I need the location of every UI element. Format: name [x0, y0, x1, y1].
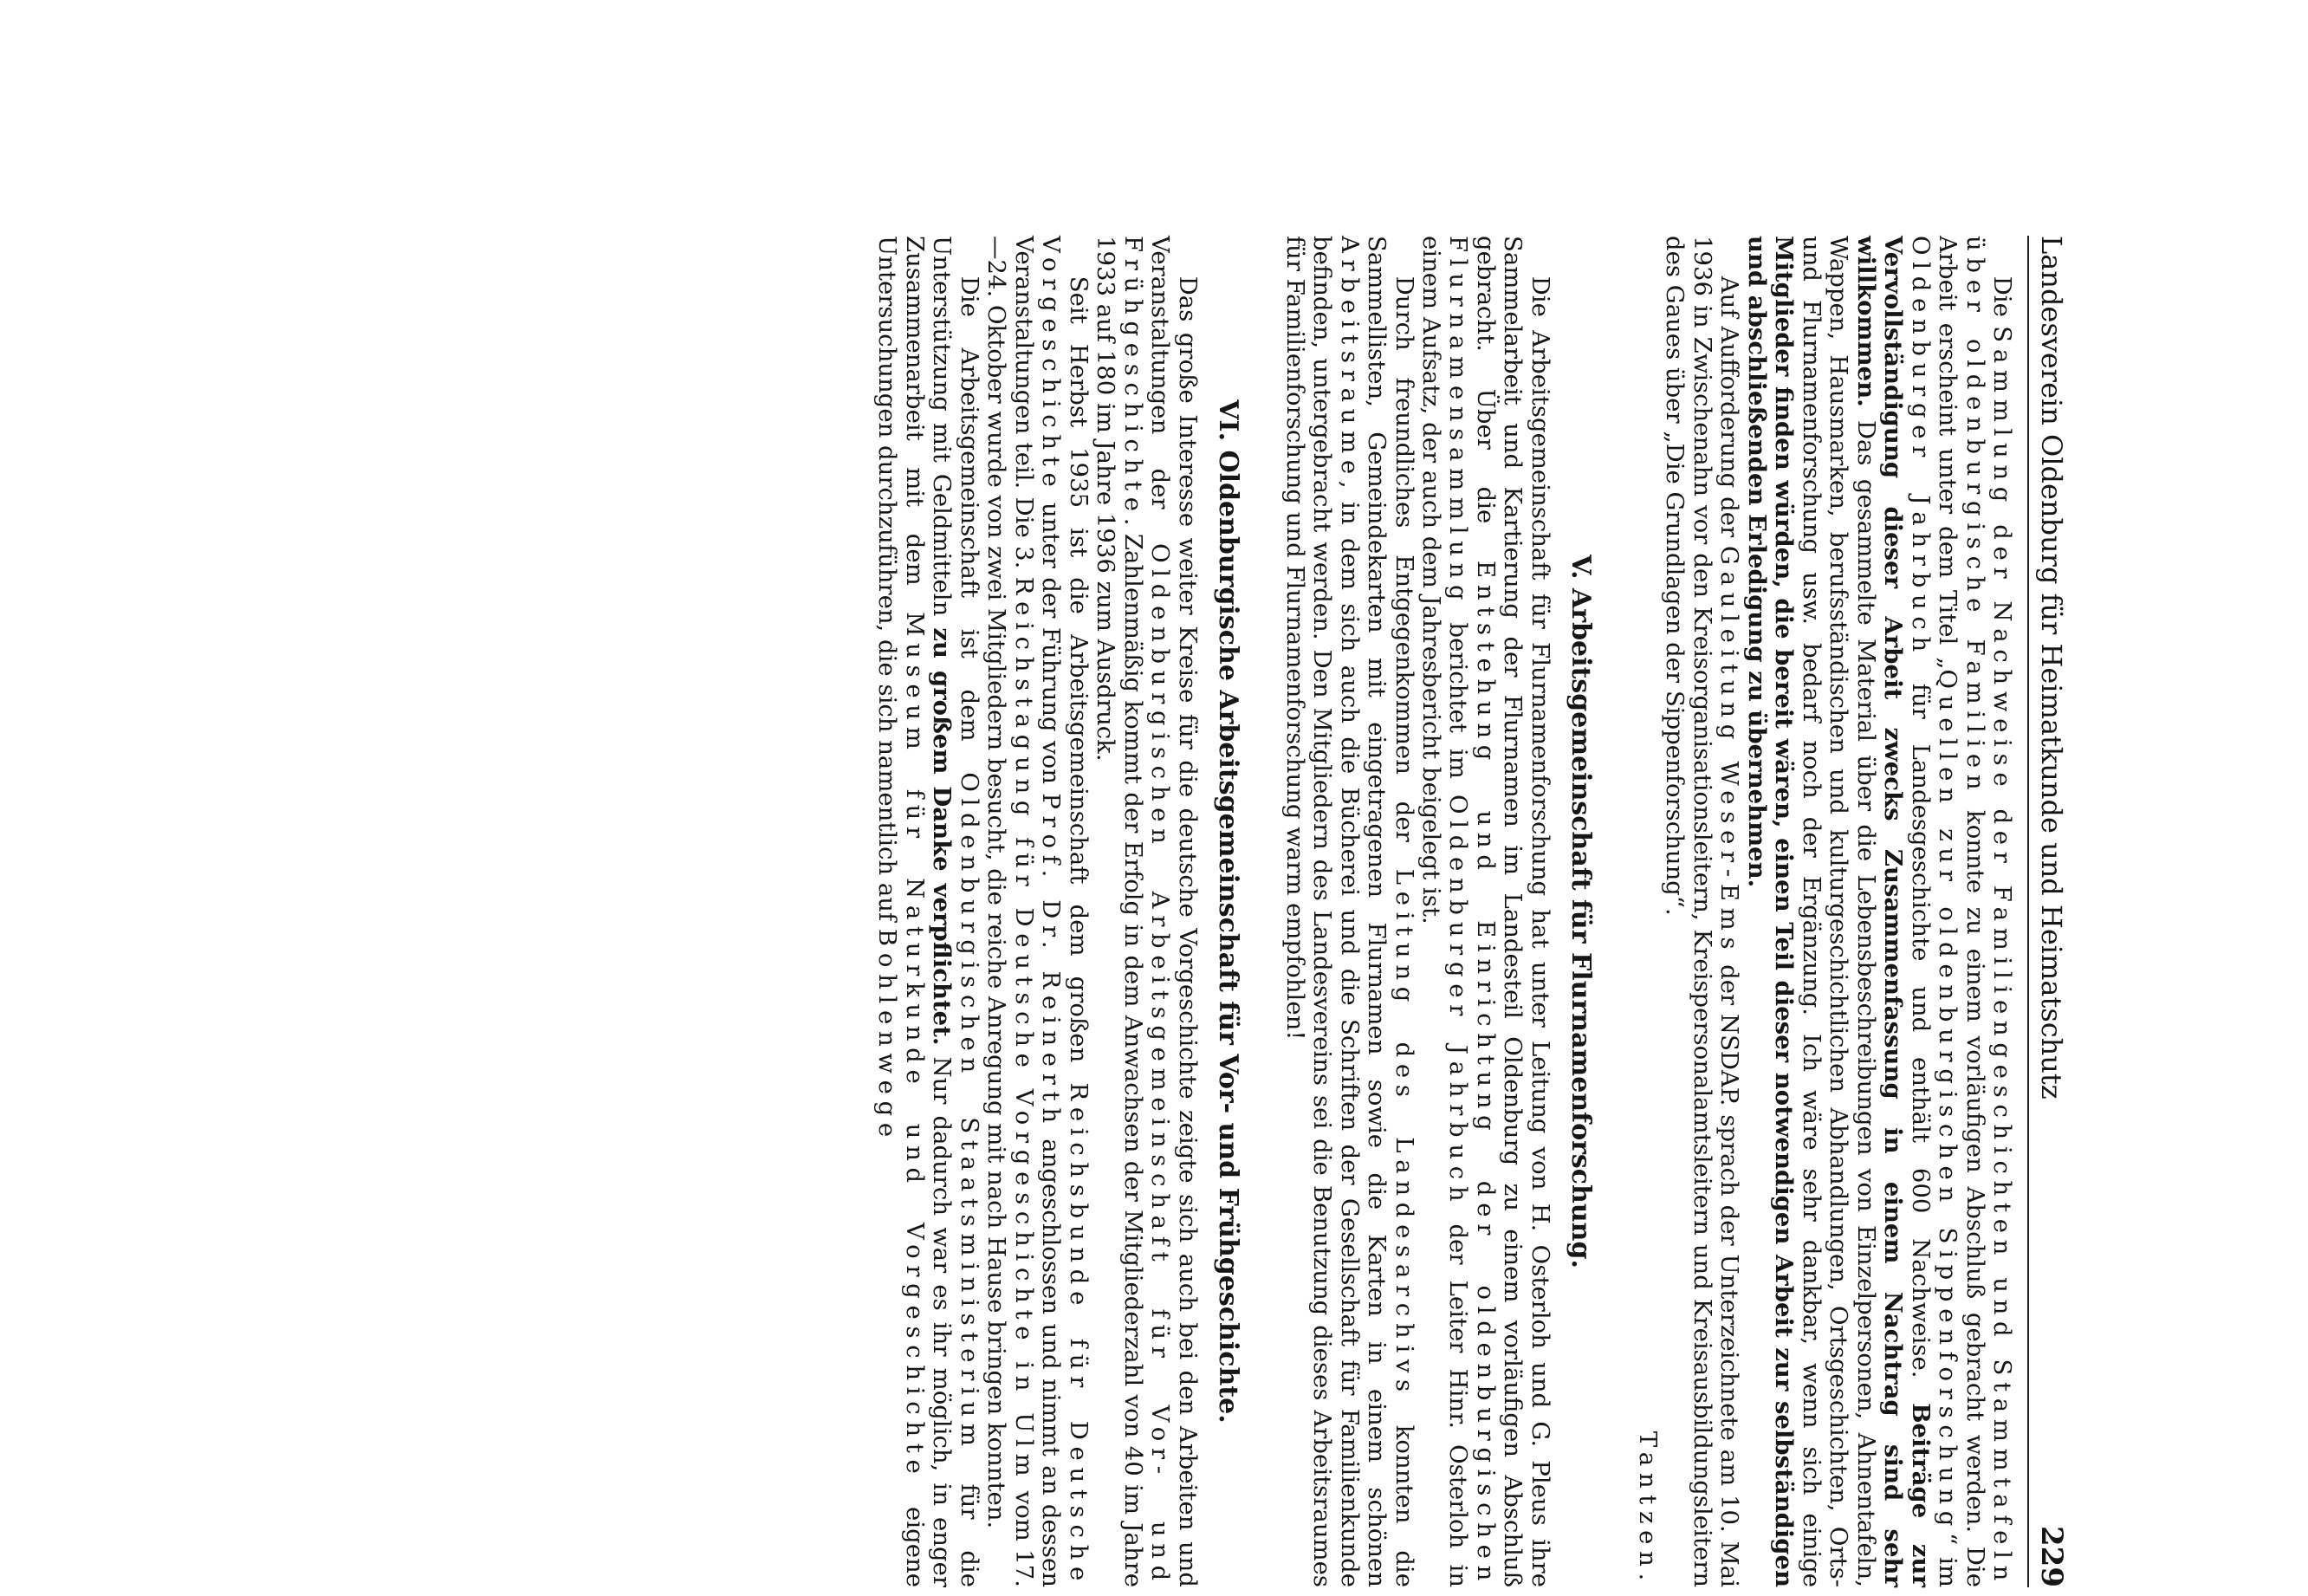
heading-section-v: V. Arbeitsgemeinschaft für Flurnamenforschung. — [1566, 555, 1597, 1268]
running-header — [2027, 236, 2068, 1587]
paragraph-sammlung — [1742, 236, 2015, 1587]
text-run: Auf Aufforderung der — [1715, 276, 1744, 546]
text-run: vom 17.—24. Oktober wurde von zwei Mitgliedern besucht, die reiche Anregung mit nach Hause bringen konnten. — [982, 236, 1038, 1587]
text-run: der Leiter Hinr. Osterloh in einem Aufsatz, der auch dem Jahresbericht beigelegt ist. — [1417, 236, 1473, 1587]
signature-tantzen: Tantzen. — [1633, 1431, 1662, 1587]
text-run: für die Unterstützung mit Geldmitteln — [928, 236, 983, 1587]
letterspaced-emphasis: Leitung des Landesarchivs — [1390, 868, 1418, 1398]
text-run: Die Arbeitsgemeinschaft ist dem — [955, 276, 983, 773]
letterspaced-emphasis: Oldenburger Jahrbuch — [1906, 236, 1935, 659]
letterspaced-emphasis: Quellen zur oldenburgischen Sippenforschung — [1934, 669, 1962, 1534]
running-title: Landesverein Oldenburg für Heimatkunde und Heimatschutz — [2035, 236, 2068, 1100]
paragraph-vorgeschichte-3 — [873, 236, 982, 1587]
text-run: konnten die Sammellisten, Gemeindekarten mit eingetragenen Flurnamen sowie die Karten in einem schönen — [1363, 236, 1418, 1588]
bold-emphasis: Beiträge zur Vervollständigung dieser Arbeit zwecks Zusammenfassung in einem Nachtrag sind sehr willkommen. — [1851, 236, 1935, 1587]
text-run: Die — [1988, 276, 2017, 327]
letterspaced-emphasis: Museum für Naturkunde und Vorgeschichte — [900, 612, 929, 1481]
text-run: unter der Führung von — [1037, 493, 1066, 794]
text-run: . Zahlenmäßig kommt der Erfolg in dem Anwachsen der Mitgliederzahl von 40 im Jahre 1933 auf 180 im Jahre 1936 zum Ausdruck. — [1092, 236, 1147, 1587]
text-run: konnte zu einem vorläufigen Abschluß gebracht werden. Die Arbeit erscheint unter dem Titel „ — [1934, 236, 1989, 1587]
page-number: 229 — [2034, 1526, 2069, 1587]
text-run: , in dem sich auch die Bücherei und die Schriften der Gesellschaft für Familienkunde befinden, untergebracht werden. Den Mitgliedern des Landesvereins sei die Benutzung dieses Arbeitsraumes für Familienforschung und Flurnamenforschung warm empfohlen! — [1280, 236, 1364, 1587]
letterspaced-emphasis: Oldenburgischen Staatsministerium — [955, 772, 983, 1453]
paragraph-vorgeschichte-2 — [982, 236, 1092, 1587]
letterspaced-emphasis: Bohlenwege — [873, 928, 902, 1144]
bold-emphasis: zu großem Danke verpflichtet. — [928, 627, 956, 1046]
text-run: Durch freundliches Entgegenkommen der — [1390, 276, 1418, 869]
text-run: Das große Interesse weiter Kreise für die deutsche Vorgeschichte zeigte sich auch bei den Arbeiten und Veranstaltungen der — [1146, 236, 1202, 1587]
text-run: Die Arbeitsgemeinschaft für Flurnamenforschung hat unter Leitung von H. Osterloh und G. Pleus ihre Sammelarbeit und Kartierung der Flurnamen im Landesteil Oldenburg zu einem vorläufigen Abschluß gebracht. Über die — [1471, 236, 1554, 1587]
paragraph-vorgeschichte-1 — [1092, 236, 1201, 1587]
text-run: Seit Herbst 1935 ist die Arbeitsgemeinschaft dem großen — [1064, 276, 1092, 1083]
letterspaced-emphasis: Entstehung und Einrichtung der oldenburgischen Flurnamensammlung — [1444, 236, 1500, 1588]
text-run: Das gesammelte Material über die Lebensbeschreibungen von Einzelpersonen, Ahnentafeln, Wappen, Hausmarken, berufsständischen und kulturgeschichtlichen Abhandlungen, Ortsgeschichten, Orts- und Flurnamenforschung usw. bedarf noch der Ergänzung. Ich wäre sehr dankbar, wenn sich einige — [1797, 236, 1880, 1587]
text-run: “ im — [1934, 1533, 1962, 1587]
text-run: der NSDAP. sprach der Unterzeichnete am 10. Mai 1936 in Zwischenahn vor den Kreisorganisationsleitern, Kreispersonalamtsleitern und Kreisausbildungsleitern des Gaues über „Die Grundlagen der Sippenforschung“. — [1661, 236, 1744, 1587]
text-run: für Landesgeschichte und enthält 600 Nachweise. — [1906, 658, 1935, 1404]
letterspaced-emphasis: Oldenburgischen Arbeitsgemeinschaft für Vor- und Frühgeschichte — [1118, 236, 1175, 1587]
text-run: eigene Untersuchungen durchzuführen, die sich namentlich auf — [873, 236, 929, 1587]
heading-section-vi: VI. Oldenburgische Arbeitsgemeinschaft für Vor- und Frühgeschichte. — [1213, 399, 1244, 1424]
letterspaced-emphasis: Reichsbunde für Deutsche Vorgeschichte — [1037, 236, 1092, 1587]
letterspaced-emphasis: Oldenburger Jahrbuch — [1444, 794, 1473, 1209]
text-run: berichtet im — [1444, 607, 1473, 795]
text-run: angeschlossen und nimmt an dessen Veranstaltungen teil. Die 3. — [1009, 236, 1066, 1587]
bold-emphasis: Mitglieder finden würden, die bereit wären, einen Teil dieser notwendigen Arbeit zur selbständigen und abschließenden Erledigung zu übernehmen. — [1742, 236, 1799, 1587]
text-run: Nur dadurch war es ihr möglich, in enger Zusammenarbeit mit dem — [900, 236, 956, 1588]
paragraph-flurnamen-1 — [1417, 236, 1553, 1587]
letterspaced-emphasis: Sammlung der Nachweise der Familiengeschichten und Stammtafeln über oldenburgische Familien — [1961, 236, 2017, 1588]
letterspaced-emphasis: Reichstagung für Deutsche Vorgeschichte in Ulm — [1009, 576, 1038, 1483]
rotated-document-page — [873, 236, 2069, 1588]
letterspaced-emphasis: Prof. Dr. Reinerth — [1037, 793, 1066, 1130]
paragraph-gauleitung — [1661, 236, 1742, 1587]
letterspaced-emphasis: Arbeitsraume — [1335, 236, 1364, 481]
paragraph-flurnamen-2 — [1280, 236, 1417, 1587]
letterspaced-emphasis: Gauleitung Weser-Ems — [1715, 545, 1744, 957]
